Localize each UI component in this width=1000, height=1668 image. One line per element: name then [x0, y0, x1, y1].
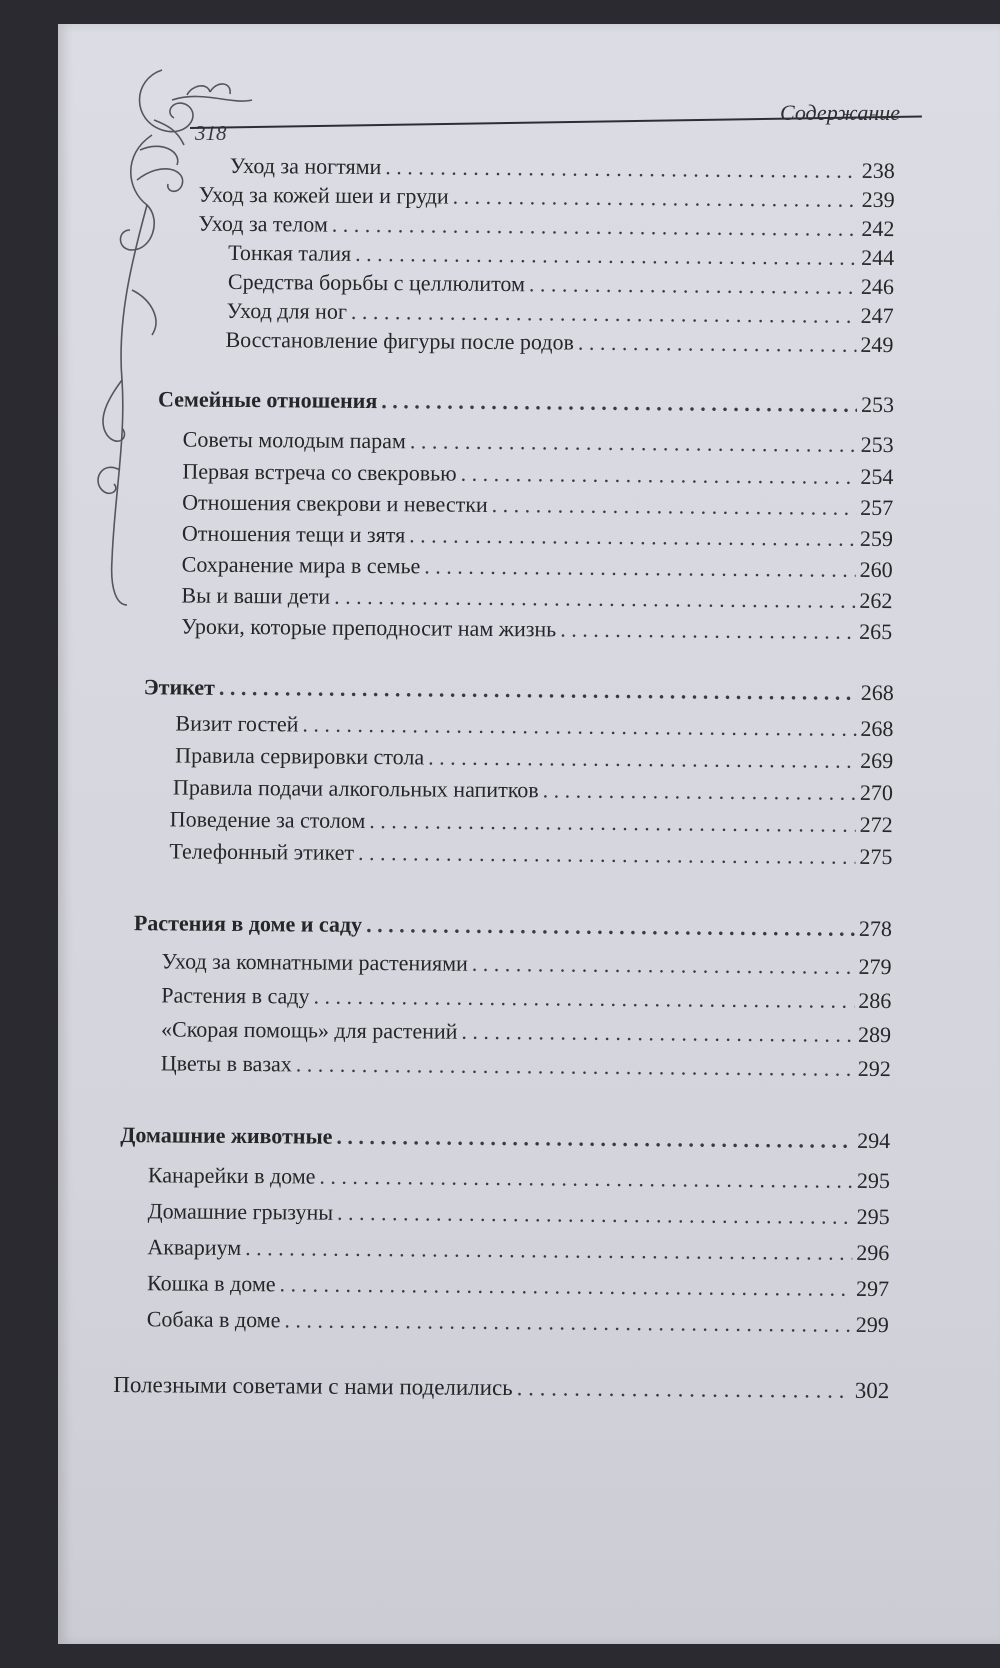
table-of-contents — [0, 146, 1000, 1514]
toc-entry: Собака в доме . . . 299 — [147, 1305, 889, 1339]
toc-entry: Домашние грызуны . . . 295 — [148, 1197, 890, 1231]
toc-entry: Кошка в доме . . . 297 — [147, 1269, 889, 1303]
toc-section-heading: Семейные отношения . . . 253 — [158, 385, 894, 419]
toc-entry: Тонкая талия . . . 244 — [228, 239, 894, 272]
toc-entry: Правила подачи алкогольных напитков . . . 270 — [173, 773, 893, 807]
toc-entry: Телефонный этикет . . . 275 — [169, 837, 892, 871]
toc-entry: «Скорая помощь» для растений . . . 289 — [161, 1015, 891, 1049]
toc-entry: Вы и ваши дети . . . 262 — [181, 582, 892, 616]
toc-entry: Цветы в вазах . . . 292 — [161, 1049, 891, 1083]
toc-final-entry: Полезными советами с нами поделились . . . 302 — [113, 1371, 889, 1405]
toc-entry: Аквариум . . . 296 — [147, 1233, 889, 1267]
toc-section-heading: Домашние животные . . . 294 — [120, 1121, 890, 1155]
toc-entry: Уход за телом . . . 242 — [198, 210, 894, 243]
toc-entry: Отношения свекрови и невестки . . . 257 — [182, 489, 893, 523]
toc-entry: Растения в саду . . . 286 — [161, 981, 891, 1015]
toc-entry: Уход за кожей шеи и груди . . . 239 — [199, 181, 895, 214]
toc-entry: Сохранение мира в семье . . . 260 — [182, 551, 893, 585]
toc-entry: Уроки, которые преподносит нам жизнь . . . 265 — [181, 613, 892, 647]
toc-entry: Отношения тещи и зятя . . . 259 — [182, 520, 893, 554]
toc-entry: Уход за комнатными растениями . . . 279 — [162, 947, 892, 981]
toc-entry: Средства борьбы с целлюлитом . . . 246 — [228, 268, 894, 301]
page-number: 318 — [195, 121, 227, 145]
toc-entry: Поведение за столом . . . 272 — [170, 805, 893, 839]
toc-section-heading: Растения в доме и саду . . . 278 — [134, 909, 892, 943]
toc-entry: Советы молодым парам . . . 253 — [183, 426, 894, 460]
toc-entry: Правила сервировки стола . . . 269 — [175, 741, 893, 775]
running-title: Содержание — [780, 100, 901, 125]
toc-section-heading: Этикет . . . 268 — [144, 673, 894, 707]
toc-entry: Канарейки в доме . . . 295 — [148, 1161, 890, 1195]
toc-entry: Визит гостей . . . 268 — [175, 709, 893, 743]
toc-entry: Первая встреча со свекровью . . . 254 — [182, 458, 893, 492]
toc-entry: Уход для ног . . . 247 — [227, 297, 894, 330]
toc-entry: Восстановление фигуры после родов . . . 249 — [225, 326, 893, 359]
toc-entry: Уход за ногтями . . . 238 — [230, 152, 895, 185]
